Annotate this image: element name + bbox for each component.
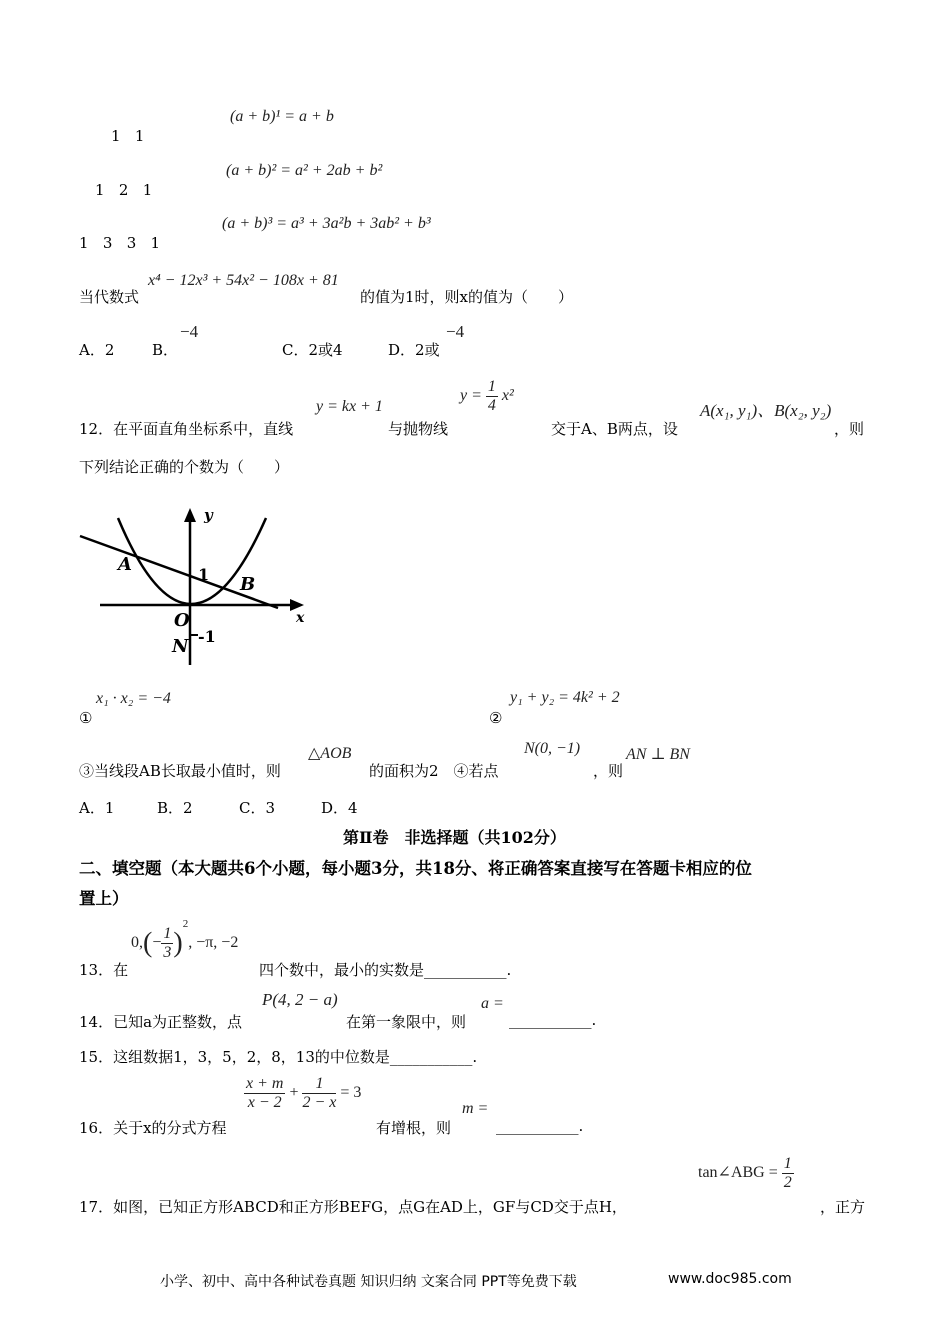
y-axis-arrow	[184, 508, 196, 522]
q13-frac-num: 1	[163, 924, 172, 942]
q12-statement4-expr2: AN ⊥ BN	[626, 746, 690, 763]
footer-url[interactable]: www.doc985.com	[668, 1271, 792, 1287]
q11-suffix: 的值为1时，则x的值为（ ）	[360, 288, 574, 306]
q16-prefix: 16．关于x的分式方程	[79, 1119, 227, 1137]
q16-plus: +	[289, 1084, 299, 1102]
q16-eq: = 3	[340, 1084, 362, 1102]
pascal-coef-3: 1 3 3 1	[79, 234, 161, 252]
q12-parabola-lhs: y =	[460, 387, 482, 405]
graph-neg-one-label: -1	[198, 627, 216, 646]
pascal-formula-2: (a + b)² = a² + 2ab + b²	[226, 162, 383, 179]
part2-title: 第Ⅱ卷 非选择题（共102分）	[343, 828, 566, 847]
q14-expression: P(4, 2 − a)	[262, 990, 338, 1009]
q12-statement3-a: ③当线段AB长取最小值时，则	[79, 762, 281, 780]
q17-fraction	[782, 1155, 794, 1192]
graph-origin-label: O	[174, 610, 190, 631]
q14-mid: 在第一象限中，则	[346, 1013, 467, 1031]
graph-x-label: x	[296, 610, 305, 626]
q14-expression2: a =	[481, 995, 504, 1012]
q11-option-c: C．2或4	[282, 341, 343, 359]
q12-statement3-b: 的面积为2 ④若点	[369, 762, 499, 780]
q11-prefix: 当代数式	[79, 288, 140, 306]
graph-one-label: 1	[198, 565, 210, 584]
q13-frac-den: 3	[163, 943, 172, 961]
q13-expression: 0,(− $\frac{1}{3}$ )$^2$, −π, −2	[131, 918, 239, 961]
q16-fraction1	[244, 1075, 285, 1112]
q12-line-expression: y = kx + 1	[316, 398, 383, 415]
q14-suffix: ___________.	[509, 1011, 597, 1029]
q12-statement1-expr: x₁ · x₂ = −4	[96, 690, 171, 707]
q12-option-b: B．2	[157, 799, 193, 817]
q12-parabola-num: 1	[487, 378, 496, 395]
q12-parabola-expression	[460, 378, 514, 415]
q16-f1-num: x + m	[246, 1075, 284, 1092]
section-heading-line2: 置上）	[79, 889, 129, 908]
q12-statement1-mark: ①	[79, 709, 93, 727]
pascal-formula-1: (a + b)¹ = a + b	[230, 108, 334, 125]
q12-line1-a: 12．在平面直角坐标系中，直线	[79, 420, 294, 438]
q16-f2-den: 2 − x	[302, 1094, 337, 1111]
pascal-coef-1: 1 1	[111, 127, 145, 145]
q12-statement4-b: ，则	[593, 762, 624, 780]
pascal-formula-3: (a + b)³ = a³ + 3a²b + 3ab² + b³	[222, 215, 431, 232]
q12-line1-d: ，则	[834, 420, 865, 438]
q12-statement2-mark: ②	[489, 709, 503, 727]
q12-graph	[78, 500, 318, 670]
graph-a-label: A	[118, 554, 132, 575]
q12-parabola-fraction	[486, 378, 498, 415]
q16-f2-num: 1	[302, 1075, 336, 1094]
q15-text: 15．这组数据1，3，5，2，8，13的中位数是___________.	[79, 1048, 478, 1066]
q13-prefix: 13．在	[79, 961, 129, 979]
q16-f1-den: x − 2	[247, 1094, 282, 1111]
q17-expr-a: tan∠ABG =	[698, 1164, 778, 1182]
q16-equation	[244, 1075, 361, 1112]
q11-option-a: A．2	[79, 341, 115, 359]
line-y-kx-plus-1	[80, 536, 278, 608]
q11-option-d-value: −4	[446, 322, 465, 341]
q12-option-a: A．1	[79, 799, 115, 817]
graph-n-label: N	[172, 636, 189, 657]
q12-statement2-expr: y₁ + y₂ = 4k² + 2	[510, 689, 620, 706]
graph-y-label: y	[204, 506, 213, 524]
q16-suffix: ___________.	[496, 1117, 584, 1135]
q17-frac-num: 1	[783, 1155, 792, 1172]
q17-suffix: ，正方	[820, 1198, 866, 1216]
section-heading-line1: 二、填空题（本大题共6个小题，每小题3分，共18分、将正确答案直接写在答题卡相应的位	[79, 859, 752, 878]
q14-prefix: 14．已知a为正整数，点	[79, 1013, 243, 1031]
q17-text: 17．如图，已知正方形ABCD和正方形BEFG，点G在AD上，GF与CD交于点H，	[79, 1198, 627, 1216]
q12-parabola-rhs: x²	[501, 387, 514, 405]
q12-statement4-expr: N(0, −1)	[524, 740, 581, 757]
q12-line1-b: 与抛物线	[388, 420, 449, 438]
q13-suffix: 四个数中，最小的实数是___________.	[259, 961, 512, 979]
q12-option-c: C．3	[239, 799, 276, 817]
footer-text: 小学、初中、高中各种试卷真题 知识归纳 文案合同 PPT等免费下载	[160, 1274, 577, 1290]
q12-parabola-den: 4	[487, 397, 496, 414]
q13-expr-b: , −π, −2	[188, 934, 239, 951]
q11-option-b: B．	[152, 341, 179, 359]
q11-option-b-value: −4	[180, 322, 199, 341]
q11-expression: x⁴ − 12x³ + 54x² − 108x + 81	[148, 272, 339, 289]
q12-line2: 下列结论正确的个数为（ ）	[79, 458, 290, 476]
q12-line1-c: 交于A、B两点，设	[551, 420, 678, 438]
graph-b-label: B	[240, 574, 256, 595]
q12-option-d: D．4	[321, 799, 358, 817]
q17-expression	[698, 1155, 794, 1192]
q13-expr-a: 0,	[131, 934, 143, 951]
q16-fraction2	[302, 1075, 336, 1112]
q12-points-expression: A(x₁, y₁)、B(x₂, y₂)	[700, 401, 832, 420]
q13-fraction	[161, 925, 173, 962]
q16-mid: 有增根，则	[376, 1119, 452, 1137]
q16-expression2: m =	[462, 1100, 489, 1117]
pascal-coef-2: 1 2 1	[95, 181, 153, 199]
q11-option-d: D．2或	[388, 341, 440, 359]
q17-frac-den: 2	[783, 1174, 792, 1191]
q12-statement3-expr: △AOB	[308, 745, 352, 762]
